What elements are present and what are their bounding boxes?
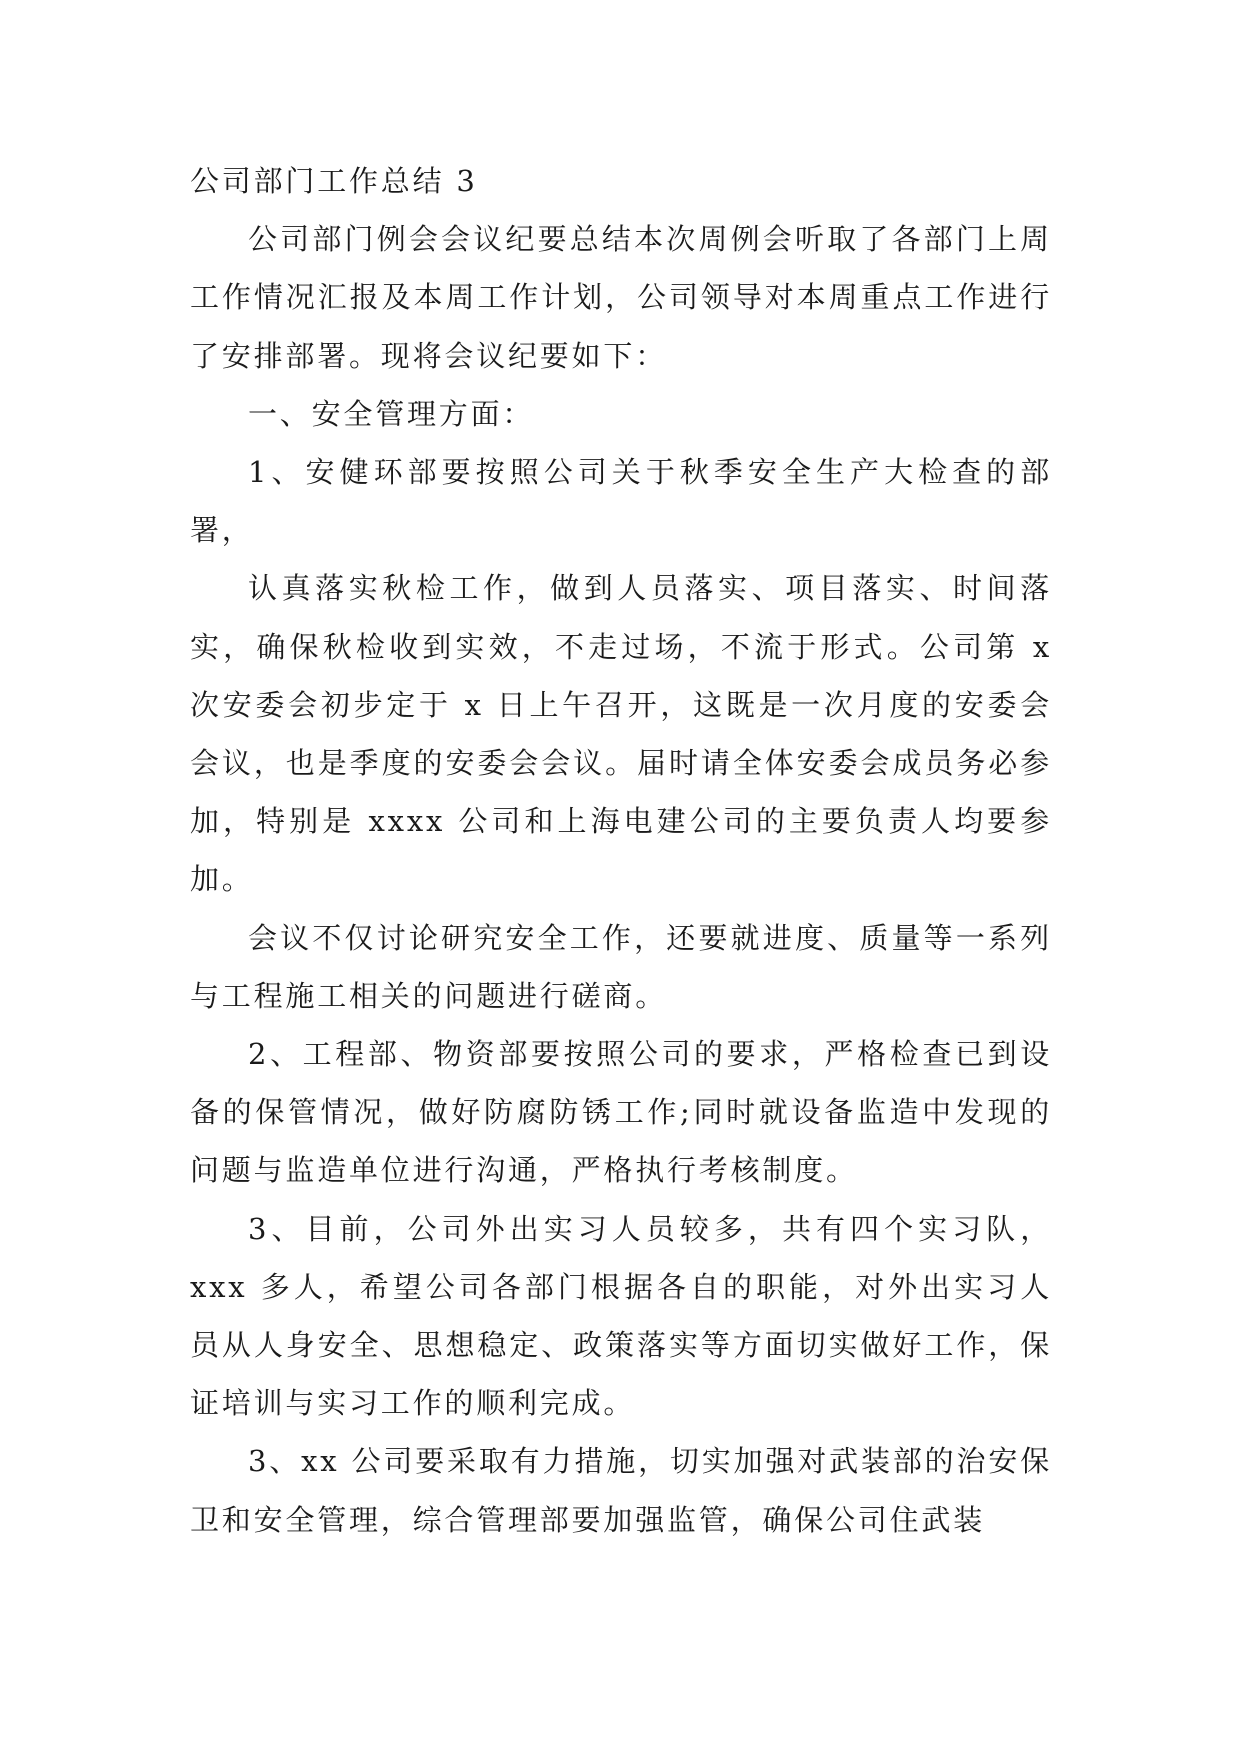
paragraph-item-3-internship: 3、目前，公司外出实习人员较多，共有四个实习队，xxx 多人，希望公司各部门根据各自的职能，对外出实习人员从人身安全、思想稳定、政策落实等方面切实做好工作，保证培训与实习工作的顺利完成。 bbox=[190, 1211, 1052, 1421]
document-title: 公司部门工作总结 3 bbox=[190, 164, 478, 198]
section-heading-safety: 一、安全管理方面： bbox=[248, 396, 535, 431]
document-body bbox=[190, 152, 1052, 1549]
paragraph-item-2: 2、工程部、物资部要按照公司的要求，严格检查已到设备的保管情况，做好防腐防锈工作;同时就设备监造中发现的问题与监造单位进行沟通，严格执行考核制度。 bbox=[190, 1037, 1052, 1188]
paragraph-meeting-discussion: 会议不仅讨论研究安全工作，还要就进度、质量等一系列与工程施工相关的问题进行磋商。 bbox=[190, 920, 1052, 1013]
paragraph-autumn-inspection: 认真落实秋检工作，做到人员落实、项目落实、时间落实，确保秋检收到实效，不走过场，不流于形式。公司第 x 次安委会初步定于 x 日上午召开，这既是一次月度的安委会会议，也是季度的安委会会议。届时请全体安委会成员务必参加，特别是 xxxx 公司和上海电建公司的主要负责人均要参加。 bbox=[190, 571, 1052, 897]
paragraph-intro: 公司部门例会会议纪要总结本次周例会听取了各部门上周工作情况汇报及本周工作计划，公司领导对本周重点工作进行了安排部署。现将会议纪要如下： bbox=[190, 222, 1052, 373]
paragraph-item-1: 1、安健环部要按照公司关于秋季安全生产大检查的部署， bbox=[190, 455, 1052, 548]
paragraph-item-3-security: 3、xx 公司要采取有力措施，切实加强对武装部的治安保卫和安全管理，综合管理部要加强监管，确保公司住武装 bbox=[190, 1444, 1052, 1537]
